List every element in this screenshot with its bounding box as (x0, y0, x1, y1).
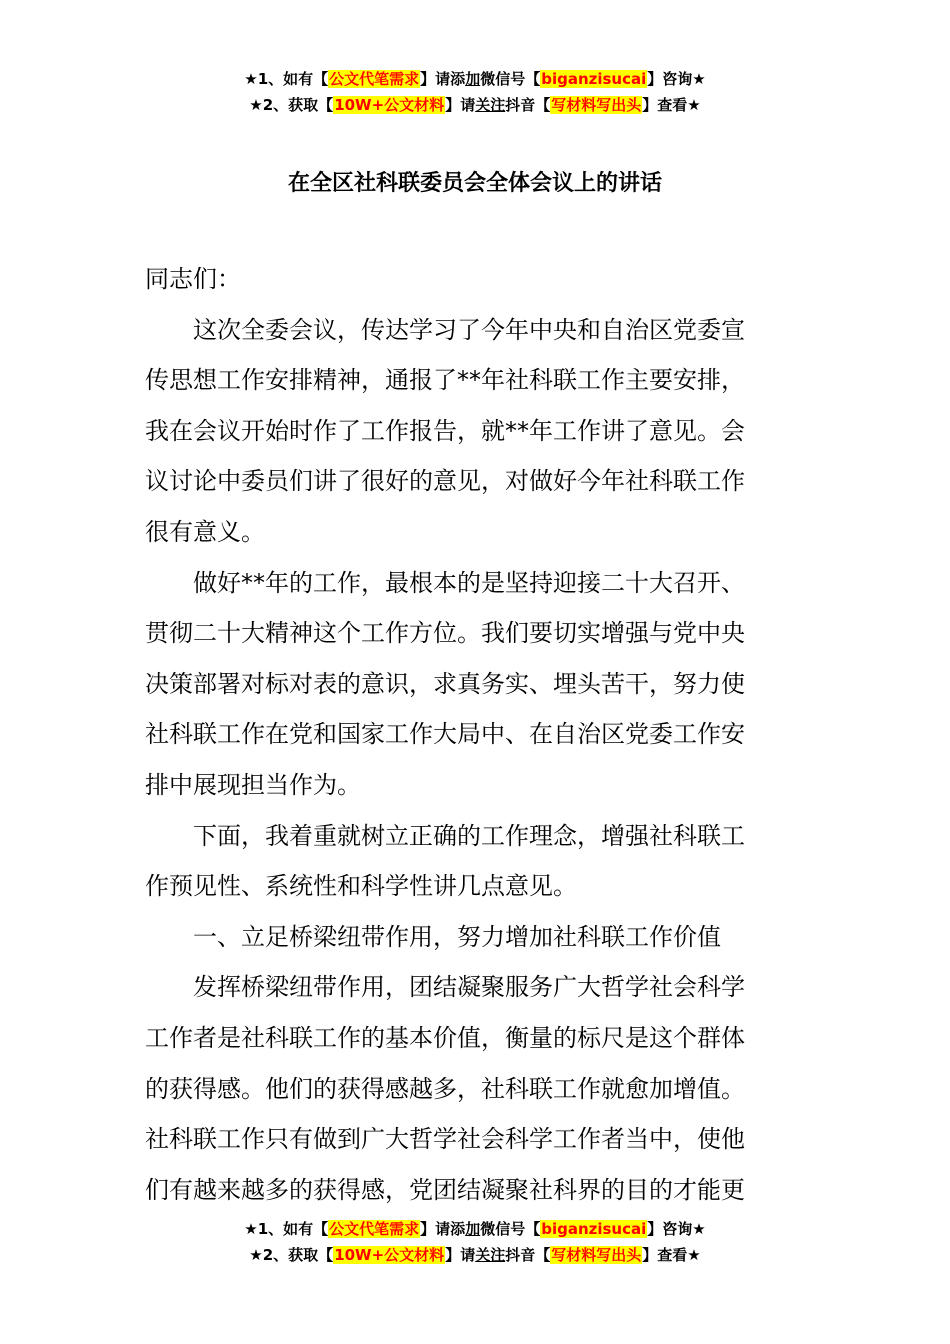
banner-text: ★2、获取【 (249, 96, 334, 114)
banner-text: 抖音【 (505, 1246, 551, 1264)
banner-text: 微信号【 (480, 1220, 541, 1238)
text-line: 发挥桥梁纽带作用，团结凝聚服务广大哲学社会科学 (193, 973, 745, 1002)
banner-text: 】请 (445, 96, 476, 114)
text-line: 我在会议开始时作了工作报告，就**年工作讲了意见。会 (145, 416, 745, 445)
banner-underlined-text: 加 (465, 70, 481, 88)
banner-line-1 (0, 66, 950, 92)
text-line: 的获得感。他们的获得感越多，社科联工作就愈加增值。 (145, 1074, 745, 1103)
banner-line-2 (0, 1242, 950, 1268)
text-line: 这次全委会议，传达学习了今年中央和自治区党委宣 (193, 315, 745, 344)
banner-line-1 (0, 1216, 950, 1242)
text-line: 一、立足桥梁纽带作用，努力增加社科联工作价值 (193, 922, 721, 951)
banner-text: 】查看★ (642, 96, 701, 114)
banner-underlined-text: 关注 (475, 96, 506, 114)
footer-banner (0, 1216, 950, 1268)
text-line: 社科联工作在党和国家工作大局中、在自治区党委工作安 (145, 720, 745, 749)
banner-highlight: 10W+公文材料 (334, 96, 445, 114)
paragraph-4 (145, 962, 809, 1215)
banner-highlight: 10W+公文材料 (334, 1246, 445, 1264)
text-line: 议讨论中委员们讲了很好的意见，对做好今年社科联工作 (145, 467, 745, 496)
document-title: 在全区社科联委员会全体会议上的讲话 (287, 171, 662, 196)
banner-text: 微信号【 (480, 70, 541, 88)
banner-wechat-id: biganzisucai (541, 70, 647, 88)
banner-text: 】咨询★ (647, 70, 706, 88)
document-body (145, 254, 809, 1215)
text-line: 做好**年的工作，最根本的是坚持迎接二十大召开、 (193, 568, 745, 597)
banner-underlined-text: 关注 (475, 1246, 506, 1264)
banner-text: 】查看★ (642, 1246, 701, 1264)
banner-text: 】请 (445, 1246, 476, 1264)
paragraph-3 (145, 811, 809, 912)
greeting: 同志们： (145, 265, 241, 293)
text-line: 下面，我着重就树立正确的工作理念，增强社科联工 (193, 821, 745, 850)
text-line: 很有意义。 (145, 517, 265, 546)
banner-line-2 (0, 92, 950, 118)
text-line: 工作者是社科联工作的基本价值，衡量的标尺是这个群体 (145, 1023, 745, 1052)
banner-text: 】请添 (420, 1220, 466, 1238)
paragraph-1 (145, 305, 809, 558)
banner-text: ★1、如有【 (244, 70, 329, 88)
paragraph-2 (145, 558, 809, 811)
text-line: 贯彻二十大精神这个工作方位。我们要切实增强与党中央 (145, 619, 745, 648)
banner-douyin-id: 写材料写出头 (551, 96, 642, 114)
banner-text: ★2、获取【 (249, 1246, 334, 1264)
banner-text: 】咨询★ (647, 1220, 706, 1238)
text-line: 作预见性、系统性和科学性讲几点意见。 (145, 872, 577, 901)
banner-text: 】请添 (420, 70, 466, 88)
banner-highlight: 公文代笔需求 (329, 1220, 420, 1238)
text-line: 社科联工作只有做到广大哲学社会科学工作者当中，使他 (145, 1125, 745, 1154)
banner-wechat-id: biganzisucai (541, 1220, 647, 1238)
section-heading-1 (145, 912, 809, 963)
banner-text: 抖音【 (505, 96, 551, 114)
text-line: 传思想工作安排精神，通报了**年社科联工作主要安排， (145, 366, 745, 395)
text-line: 决策部署对标对表的意识，求真务实、埋头苦干，努力使 (145, 669, 745, 698)
header-banner (0, 66, 950, 118)
banner-highlight: 公文代笔需求 (329, 70, 420, 88)
banner-text: ★1、如有【 (244, 1220, 329, 1238)
text-line: 排中展现担当作为。 (145, 770, 361, 799)
banner-douyin-id: 写材料写出头 (551, 1246, 642, 1264)
text-line: 们有越来越多的获得感，党团结凝聚社科界的目的才能更 (145, 1175, 745, 1204)
banner-underlined-text: 加 (465, 1220, 481, 1238)
